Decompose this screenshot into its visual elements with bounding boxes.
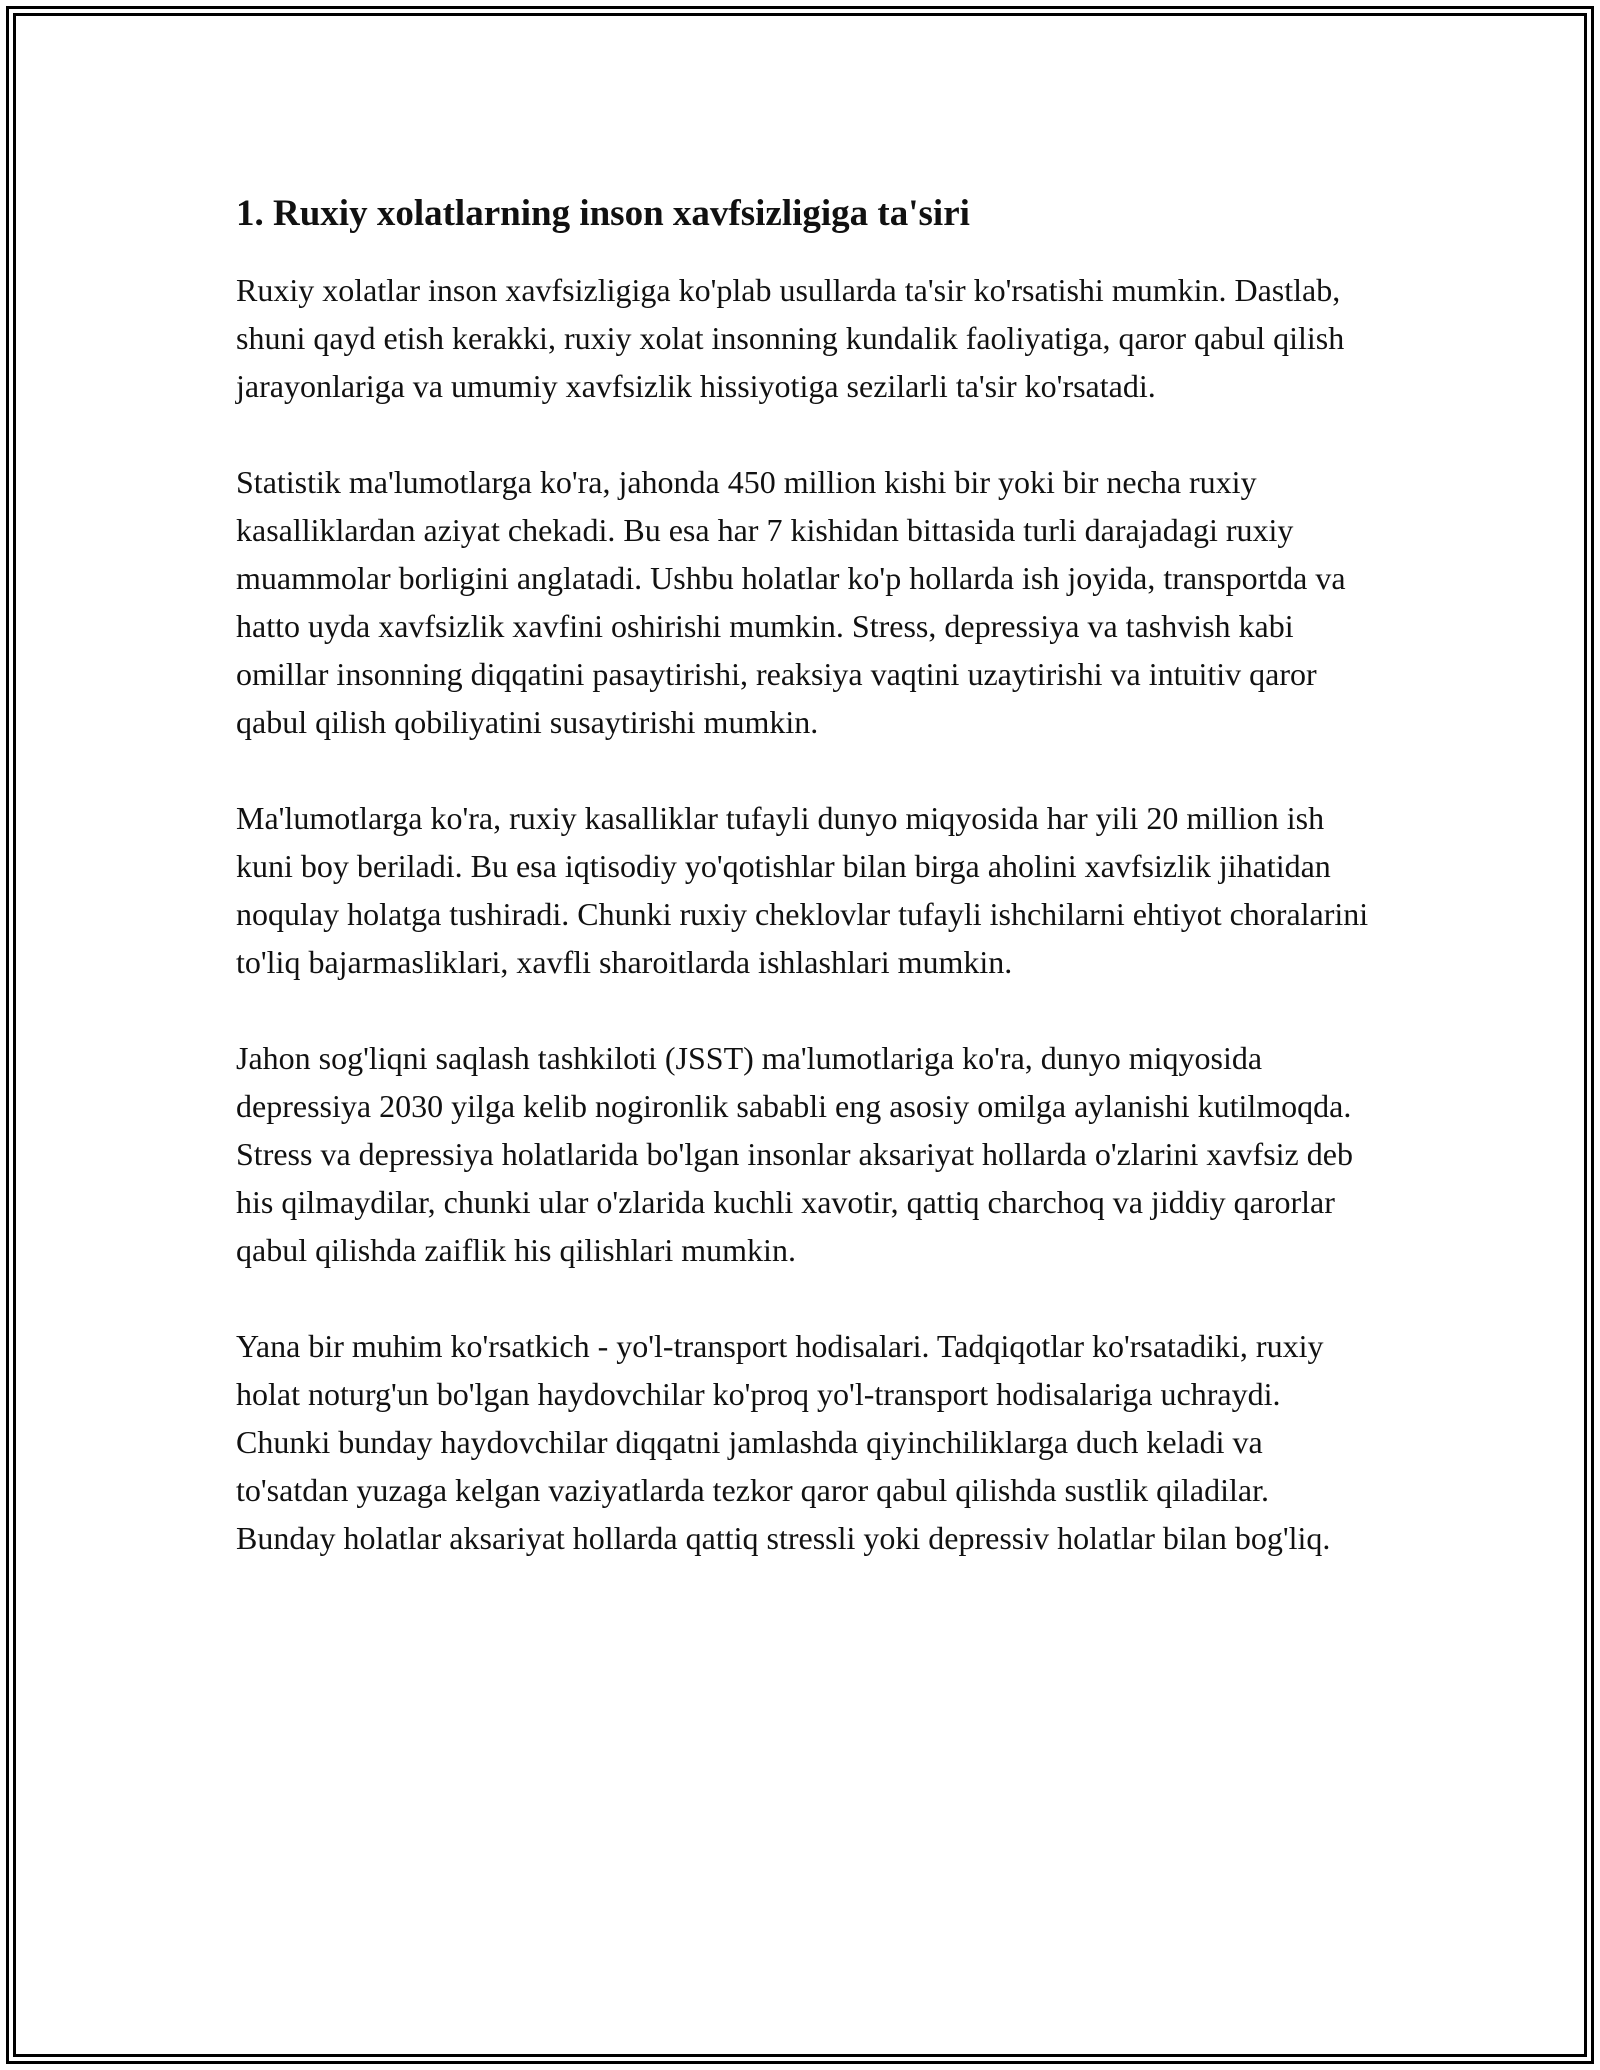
document-body bbox=[236, 188, 1376, 1610]
paragraph-who-data: Jahon sog'liqni saqlash tashkiloti (JSST) ma'lumotlariga ko'ra, dunyo miqyosida depressiya 2030 yilga kelib nogironlik sababli eng asosiy omilga aylanishi kutilmoqda. Stress va depressiya holatlarida bo'lgan insonlar aksariyat hollarda o'zlarini xavfsiz deb his qilmaydilar, chunki ular o'zlarida kuchli xavotir, qattiq charchoq va jiddiy qarorlar qabul qilishda zaiflik his qilishlari mumkin. bbox=[236, 1040, 1353, 1268]
paragraph-lost-workdays: Ma'lumotlarga ko'ra, ruxiy kasalliklar tufayli dunyo miqyosida har yili 20 million ish kuni boy beriladi. Bu esa iqtisodiy yo'qotishlar bilan birga aholini xavfsizlik jihatidan noqulay holatga tushiradi. Chunki ruxiy cheklovlar tufayli ishchilarni ehtiyot choralarini to'liq bajarmasliklari, xavfli sharoitlarda ishlashlari mumkin. bbox=[236, 800, 1369, 980]
paragraph-traffic-accidents: Yana bir muhim ko'rsatkich - yo'l-transport hodisalari. Tadqiqotlar ko'rsatadiki, ruxiy holat noturg'un bo'lgan haydovchilar ko'proq yo'l-transport hodisalariga uchraydi. Chunki bunday haydovchilar diqqatni jamlashda qiyinchiliklarga duch keladi va to'satdan yuzaga kelgan vaziyatlarda tezkor qaror qabul qilishda sustlik qiladilar. Bunday holatlar aksariyat hollarda qattiq stressli yoki depressiv holatlar bilan bog'liq. bbox=[236, 1328, 1331, 1556]
paragraph-intro: Ruxiy xolatlar inson xavfsizligiga ko'plab usullarda ta'sir ko'rsatishi mumkin. Dastlab, shuni qayd etish kerakki, ruxiy xolat insonning kundalik faoliyatiga, qaror qabul qilish jarayonlariga va umumiy xavfsizlik hissiyotiga sezilarli ta'sir ko'rsatadi. bbox=[236, 272, 1345, 404]
section-heading: 1. Ruxiy xolatlarning inson xavfsizligiga ta'siri bbox=[236, 193, 970, 234]
paragraph-statistics: Statistik ma'lumotlarga ko'ra, jahonda 450 million kishi bir yoki bir necha ruxiy kasalliklardan aziyat chekadi. Bu esa har 7 kishidan bittasida turli darajadagi ruxiy muammolar borligini anglatadi. Ushbu holatlar ko'p hollarda ish joyida, transportda va hatto uyda xavfsizlik xavfini oshirishi mumkin. Stress, depressiya va tashvish kabi omillar insonning diqqatini pasaytirishi, reaksiya vaqtini uzaytirishi va intuitiv qaror qabul qilish qobiliyatini susaytirishi mumkin. bbox=[236, 464, 1346, 740]
